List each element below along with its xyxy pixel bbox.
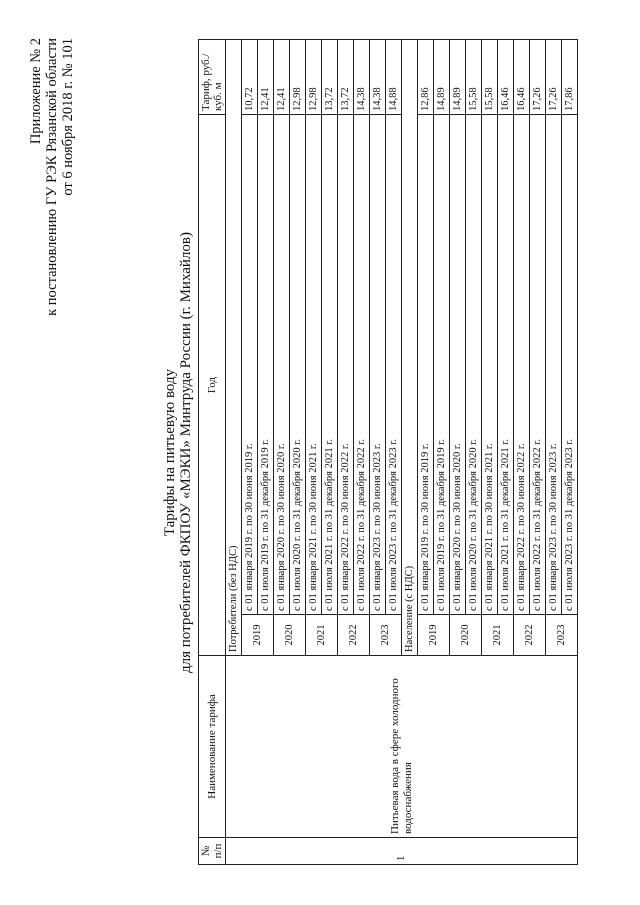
appendix-line-1: Приложение № 2	[28, 38, 44, 145]
tariff-value-cell: 12,98	[306, 40, 322, 115]
appendix-line-2: к постановлению ГУ РЭК Рязанской области	[44, 38, 60, 316]
tariff-value-cell: 14,88	[386, 40, 402, 115]
year-cell: 2019	[242, 615, 274, 656]
tariff-value-cell: 14,89	[434, 40, 450, 115]
tariff-value-cell: 14,89	[450, 40, 466, 115]
appendix-line-3: от 6 ноября 2018 г. № 101	[60, 38, 76, 196]
year-cell: 2022	[338, 615, 370, 656]
group-label: Потребители (без НДС)	[226, 40, 242, 656]
year-cell: 2020	[274, 615, 306, 656]
tariff-value-cell: 12,98	[290, 40, 306, 115]
period-cell: с 01 января 2022 г. по 30 июня 2022 г.	[338, 115, 354, 615]
title-line-2: для потребителей ФКПОУ «МЭКИ» Минтруда России (г. Михайлов)	[178, 231, 194, 674]
header-num: № п/п	[199, 838, 226, 865]
tariff-value-cell: 15,58	[466, 40, 482, 115]
period-cell: с 01 июля 2019 г. по 31 декабря 2019 г.	[258, 115, 274, 615]
period-cell: с 01 июля 2021 г. по 31 декабря 2021 г.	[498, 115, 514, 615]
year-cell: 2019	[418, 615, 450, 656]
period-cell: с 01 января 2021 г. по 30 июня 2021 г.	[482, 115, 498, 615]
year-cell: 2020	[450, 615, 482, 656]
tariff-value-cell: 17,26	[546, 40, 562, 115]
tariff-value-cell: 12,41	[258, 40, 274, 115]
period-cell: с 01 июля 2019 г. по 31 декабря 2019 г.	[434, 115, 450, 615]
document-title	[162, 0, 194, 905]
period-cell: с 01 июля 2022 г. по 31 декабря 2022 г.	[530, 115, 546, 615]
period-cell: с 01 января 2019 г. по 30 июня 2019 г.	[418, 115, 434, 615]
period-cell: с 01 июля 2023 г. по 31 декабря 2023 г.	[562, 115, 578, 615]
tariff-table	[198, 39, 578, 865]
period-cell: с 01 января 2023 г. по 30 июня 2023 г.	[370, 115, 386, 615]
title-line-1: Тарифы на питьевую воду	[162, 368, 178, 537]
period-cell: с 01 июля 2020 г. по 31 декабря 2020 г.	[466, 115, 482, 615]
tariff-value-cell: 17,86	[562, 40, 578, 115]
tariff-value-cell: 17,26	[530, 40, 546, 115]
tariff-value-cell: 15,58	[482, 40, 498, 115]
period-cell: с 01 июля 2022 г. по 31 декабря 2022 г.	[354, 115, 370, 615]
tariff-value-cell: 13,72	[322, 40, 338, 115]
group-label: Население (с НДС)	[402, 40, 418, 656]
tariff-value-cell: 12,41	[274, 40, 290, 115]
period-cell: с 01 января 2020 г. по 30 июня 2020 г.	[274, 115, 290, 615]
year-cell: 2022	[514, 615, 546, 656]
tariff-value-cell: 12,86	[418, 40, 434, 115]
period-cell: с 01 января 2023 г. по 30 июня 2023 г.	[546, 115, 562, 615]
period-cell: с 01 января 2021 г. по 30 июня 2021 г.	[306, 115, 322, 615]
period-cell: с 01 июля 2020 г. по 31 декабря 2020 г.	[290, 115, 306, 615]
row-number: 1	[226, 838, 578, 865]
tariff-value-cell: 13,72	[338, 40, 354, 115]
year-cell: 2023	[546, 615, 578, 656]
year-cell: 2021	[306, 615, 338, 656]
period-cell: с 01 января 2022 г. по 30 июня 2022 г.	[514, 115, 530, 615]
year-cell: 2023	[370, 615, 402, 656]
tariff-name: Питьевая вода в сфере холодного водоснабжения	[226, 656, 578, 838]
tariff-value-cell: 14,38	[354, 40, 370, 115]
table-header-row	[199, 40, 226, 865]
period-cell: с 01 июля 2021 г. по 31 декабря 2021 г.	[322, 115, 338, 615]
header-name: Наименование тарифа	[199, 656, 226, 838]
tariff-value-cell: 10,72	[242, 40, 258, 115]
year-cell: 2021	[482, 615, 514, 656]
header-tariff: Тариф, руб./куб. м	[199, 40, 226, 115]
period-cell: с 01 января 2019 г. по 30 июня 2019 г.	[242, 115, 258, 615]
tariff-value-cell: 16,46	[514, 40, 530, 115]
period-cell: с 01 июля 2023 г. по 31 декабря 2023 г.	[386, 115, 402, 615]
appendix-note	[28, 38, 76, 316]
table-body	[226, 40, 578, 865]
tariff-value-cell: 16,46	[498, 40, 514, 115]
group-row	[226, 40, 242, 865]
tariff-value-cell: 14,38	[370, 40, 386, 115]
period-cell: с 01 января 2020 г. по 30 июня 2020 г.	[450, 115, 466, 615]
header-period: Год	[199, 115, 226, 656]
